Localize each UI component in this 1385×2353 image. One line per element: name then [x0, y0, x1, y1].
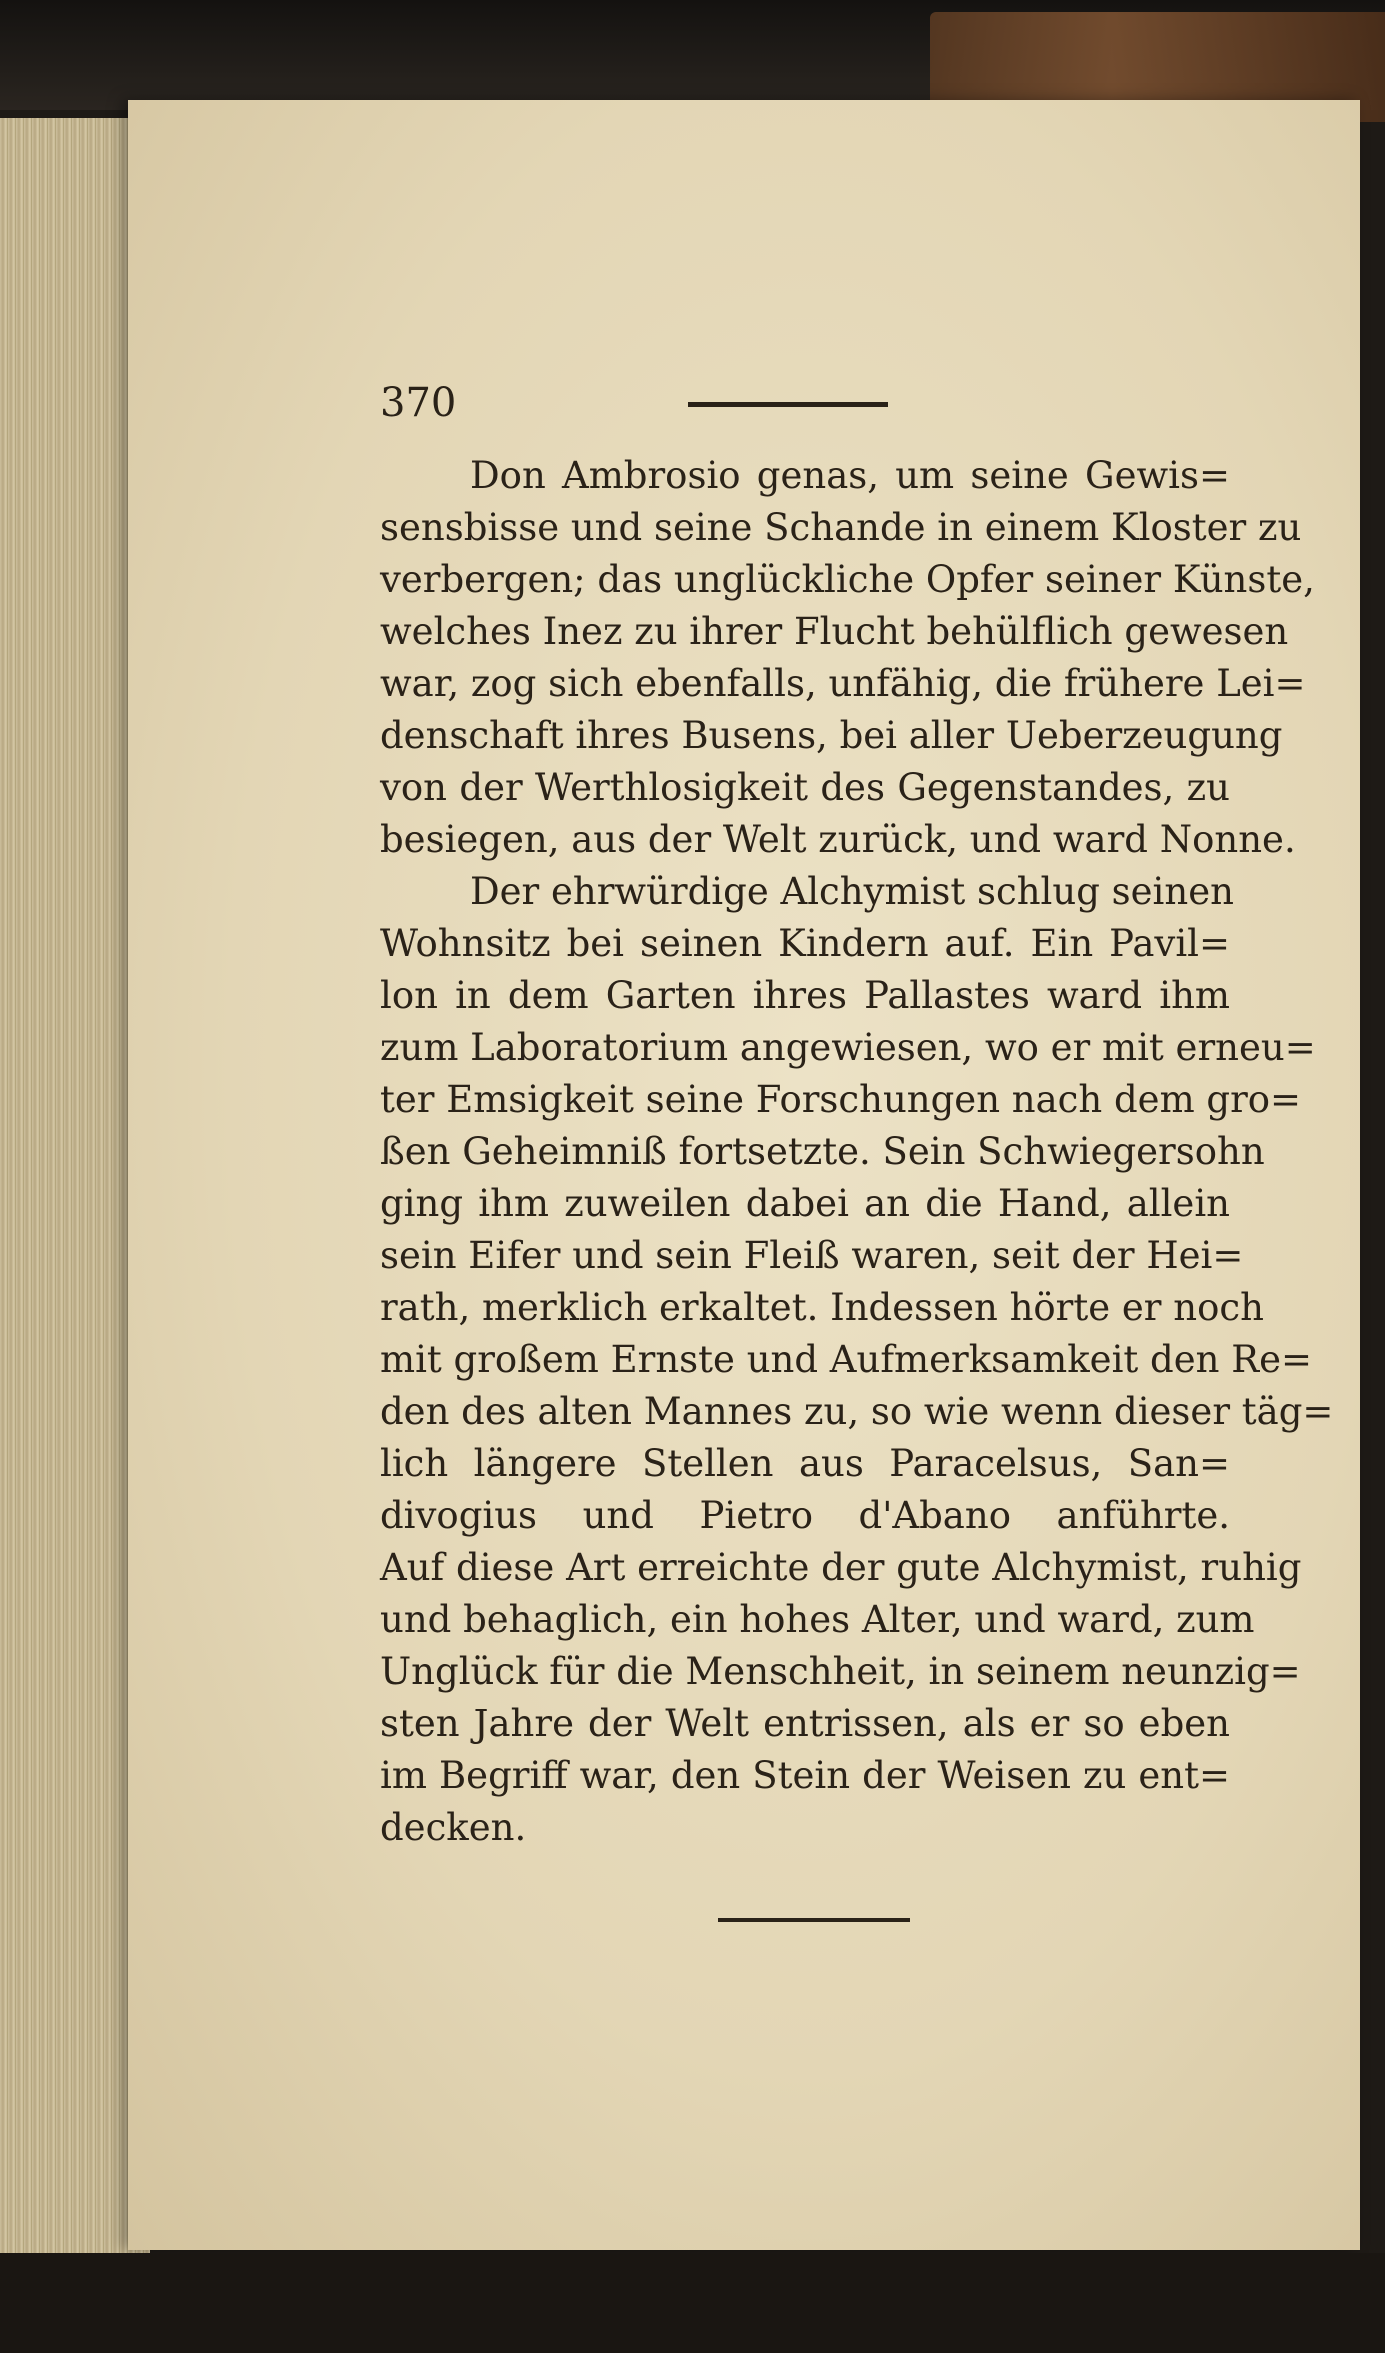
text-line: sein Eifer und sein Fleiß waren, seit der Hei=	[380, 1234, 1244, 1277]
paragraph-2	[380, 866, 1334, 1854]
text-line: lich längere Stellen aus Paracelsus, San=	[380, 1442, 1230, 1485]
text-line: ßen Geheimniß fortsetzte. Sein Schwiegersohn	[380, 1130, 1265, 1173]
text-line: decken.	[380, 1806, 527, 1849]
text-line: Der ehrwürdige Alchymist schlug seinen	[470, 870, 1234, 913]
text-line: Don Ambrosio genas, um seine Gewis=	[470, 454, 1230, 497]
text-line: von der Werthlosigkeit des Gegenstandes, zu	[380, 766, 1230, 809]
text-line: ging ihm zuweilen dabei an die Hand, allein	[380, 1182, 1230, 1225]
text-line: Unglück für die Menschheit, in seinem neunzig=	[380, 1650, 1301, 1693]
text-line: denschaft ihres Busens, bei aller Ueberzeugung	[380, 714, 1283, 757]
text-line: lon in dem Garten ihres Pallastes ward ihm	[380, 974, 1230, 1017]
text-line: sensbisse und seine Schande in einem Kloster zu	[380, 506, 1302, 549]
page-header	[380, 380, 1230, 440]
text-line: den des alten Mannes zu, so wie wenn dieser täg=	[380, 1390, 1334, 1433]
text-line: Wohnsitz bei seinen Kindern auf. Ein Pavil=	[380, 922, 1230, 965]
text-line: welches Inez zu ihrer Flucht behülflich gewesen	[380, 610, 1289, 653]
text-line: rath, merklich erkaltet. Indessen hörte er noch	[380, 1286, 1264, 1329]
page-number: 370	[380, 380, 457, 426]
text-line: und behaglich, ein hohes Alter, und ward, zum	[380, 1598, 1255, 1641]
text-line: verbergen; das unglückliche Opfer seiner Künste,	[380, 558, 1315, 601]
paragraph-1	[380, 450, 1315, 866]
text-line: besiegen, aus der Welt zurück, und ward Nonne.	[380, 818, 1296, 861]
text-line: zum Laboratorium angewiesen, wo er mit erneu=	[380, 1026, 1316, 1069]
text-line: mit großem Ernste und Aufmerksamkeit den Re=	[380, 1338, 1312, 1381]
body-text	[380, 450, 1334, 1854]
text-line: divogius und Pietro d'Abano anführte.	[380, 1494, 1230, 1537]
text-line: Auf diese Art erreichte der gute Alchymist, ruhig	[380, 1546, 1302, 1589]
text-line: sten Jahre der Welt entrissen, als er so eben	[380, 1702, 1230, 1745]
header-rule	[688, 402, 888, 407]
background-bottom	[0, 2253, 1385, 2353]
closing-rule	[718, 1918, 910, 1922]
text-line: ter Emsigkeit seine Forschungen nach dem gro=	[380, 1078, 1302, 1121]
text-line: im Begriff war, den Stein der Weisen zu ent=	[380, 1754, 1230, 1797]
text-line: war, zog sich ebenfalls, unfähig, die frühere Lei=	[380, 662, 1306, 705]
